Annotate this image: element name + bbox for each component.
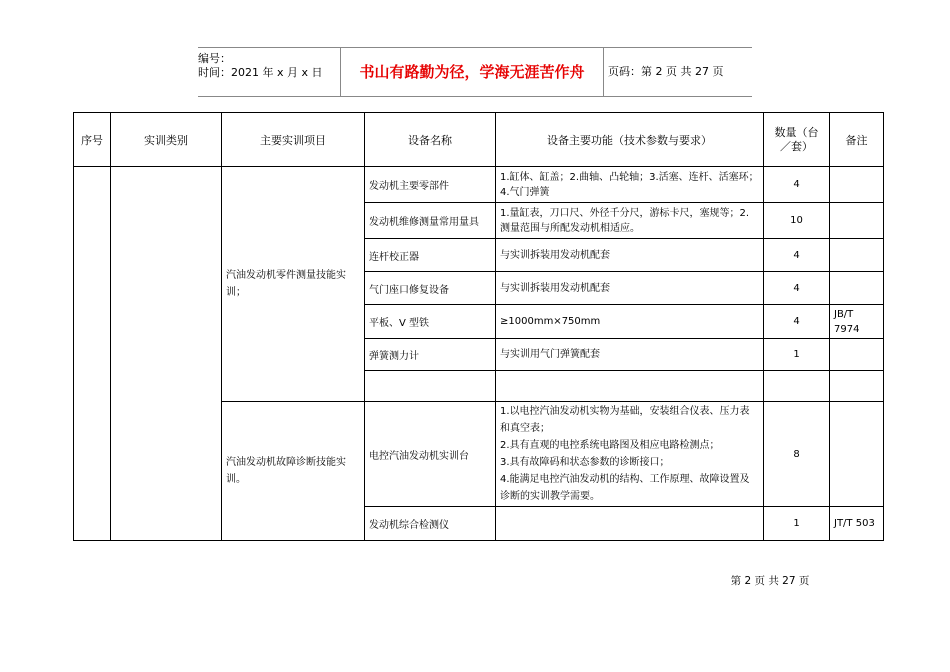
- device-name: 发动机综合检测仪: [365, 507, 496, 541]
- col-header-index: 序号: [74, 113, 111, 167]
- device-function: [496, 402, 764, 507]
- index-cell: [74, 167, 111, 541]
- device-function: 1.缸体、缸盖；2.曲轴、凸轮轴；3.活塞、连杆、活塞环；4.气门弹簧: [496, 167, 764, 203]
- device-note: [830, 402, 884, 507]
- device-name: 电控汽油发动机实训台: [365, 402, 496, 507]
- table-header-row: [74, 113, 884, 167]
- device-function: [496, 507, 764, 541]
- device-note: [830, 239, 884, 272]
- device-note: JB/T 7974: [830, 305, 884, 339]
- device-function: [496, 371, 764, 402]
- function-line: 3.具有故障码和状态参数的诊断接口；: [500, 457, 670, 468]
- device-function: 与实训拆装用发动机配套: [496, 272, 764, 305]
- device-name: 气门座口修复设备: [365, 272, 496, 305]
- device-note: JT/T 503: [830, 507, 884, 541]
- category-cell: [111, 167, 222, 541]
- device-quantity: 8: [764, 402, 830, 507]
- device-name: 发动机维修测量常用量具: [365, 203, 496, 239]
- device-quantity: 4: [764, 272, 830, 305]
- col-header-device: 设备名称: [365, 113, 496, 167]
- device-name: 弹簧测力计: [365, 339, 496, 371]
- device-quantity: 4: [764, 305, 830, 339]
- function-line: 4.能满足电控汽油发动机的结构、工作原理、故障设置及诊断的实训教学需要。: [500, 474, 750, 502]
- device-note: [830, 203, 884, 239]
- page-footer: 第 2 页 共 27 页: [730, 575, 810, 587]
- device-quantity: 4: [764, 239, 830, 272]
- function-line: 1.以电控汽油发动机实物为基础，安装组合仪表、压力表和真空表；: [500, 406, 750, 434]
- device-name: 平板、V 型铁: [365, 305, 496, 339]
- equipment-table: [73, 112, 884, 541]
- col-header-project: 主要实训项目: [222, 113, 365, 167]
- device-quantity: 1: [764, 339, 830, 371]
- table-row: [74, 167, 884, 203]
- project-cell: 汽油发动机零件测量技能实训；: [222, 167, 365, 402]
- time-label: 时间：2021 年 x 月 x 日: [198, 66, 323, 79]
- device-quantity: 1: [764, 507, 830, 541]
- code-label: 编号：: [198, 52, 231, 65]
- device-function: 与实训拆装用发动机配套: [496, 239, 764, 272]
- device-note: [830, 167, 884, 203]
- device-name: [365, 371, 496, 402]
- device-note: [830, 272, 884, 305]
- col-header-quantity: 数量（台／套）: [764, 113, 830, 167]
- header-page: 页码：第 2 页 共 27 页: [608, 65, 724, 78]
- header-motto: 书山有路勤为径，学海无涯苦作舟: [340, 48, 604, 96]
- device-note: [830, 371, 884, 402]
- device-name: 连杆校正器: [365, 239, 496, 272]
- function-line: 2.具有直观的电控系统电路图及相应电路检测点；: [500, 440, 720, 451]
- project-cell: 汽油发动机故障诊断技能实训。: [222, 402, 365, 541]
- device-function: 与实训用气门弹簧配套: [496, 339, 764, 371]
- device-function: ≥1000mm×750mm: [496, 305, 764, 339]
- device-note: [830, 339, 884, 371]
- col-header-function: 设备主要功能（技术参数与要求）: [496, 113, 764, 167]
- col-header-note: 备注: [830, 113, 884, 167]
- header-info: [198, 48, 340, 96]
- device-quantity: [764, 371, 830, 402]
- device-quantity: 10: [764, 203, 830, 239]
- page-header: [198, 47, 752, 97]
- device-name: 发动机主要零部件: [365, 167, 496, 203]
- device-quantity: 4: [764, 167, 830, 203]
- device-function: 1.量缸表，刀口尺、外径千分尺，游标卡尺，塞规等；2.测量范围与所配发动机相适应。: [496, 203, 764, 239]
- col-header-category: 实训类别: [111, 113, 222, 167]
